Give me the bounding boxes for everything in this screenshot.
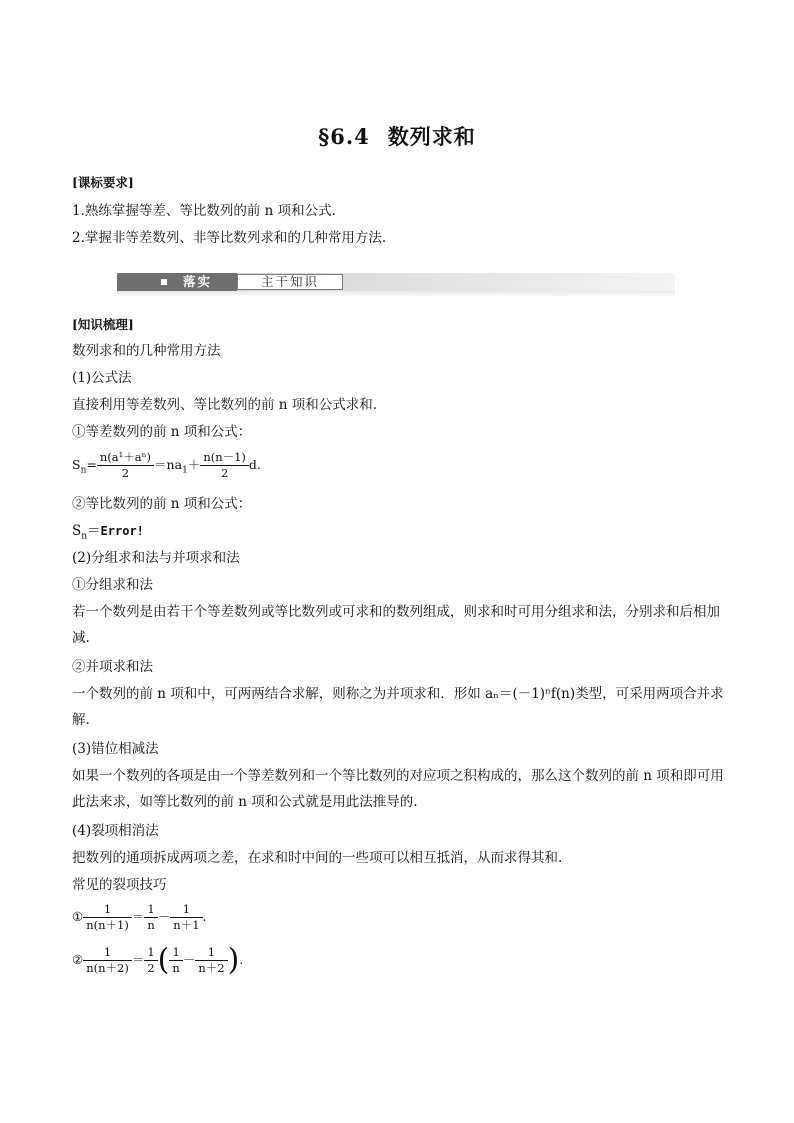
geometric-sum-formula: $S_n=Error$! [72,523,144,542]
banner-dark-block [117,273,237,291]
method-2-b-desc: 一个数列的前 n 项和中，可两两结合求解，则称之为并项求和．形如 aₙ＝(－1)ⁿf(n)类型，可采用两项合并求解. [72,686,724,728]
split-technique-1: ① $\frac{1}{n(n+1)}$ ＝ $\frac{1}{n}$ － $\frac{1}{n+1}$ . [72,902,207,932]
left-paren: ( [157,942,170,978]
knowledge-intro: 数列求和的几种常用方法 [72,343,221,359]
fraction: $\frac{1}{n(n+1)}$ [83,902,132,933]
fraction: $\frac{1}{2}$ [144,945,157,976]
banner-shadow [117,291,675,297]
fraction: $\frac{1}{n+1}$ [170,902,202,933]
section-name: 数列求和 [387,124,476,149]
split-technique-2: ② $\frac{1}{n(n+2)}$ ＝ $\frac{1}{2}$ ( $\frac{1}{n}$ － $\frac{1}{n+2}$ ). [72,942,244,978]
fraction: $\frac{\text{n(a¹＋aⁿ)}}{2}$ [97,450,154,481]
method-2-a-desc: 若一个数列是由若干个等差数列或等比数列或可求和的数列组成，则求和时可用分组求和法，分别求和后相加减. [72,604,720,646]
fraction: $\frac{1}{n+2}$ [195,945,227,976]
method-2-b: ②并项求和法 [72,659,153,675]
method-4-desc: 把数列的通项拆成两项之差，在求和时中间的一些项可以相互抵消，从而求得其和. [72,850,563,866]
method-2-title: (2)分组求和法与并项求和法 [72,550,240,566]
fraction: $\frac{1}{n}$ [169,945,182,976]
method-1-desc: 直接利用等差数列、等比数列的前 n 项和公式求和. [72,397,378,413]
method-4-title: (4)裂项相消法 [72,823,159,839]
requirements-tag: [课标要求] [72,175,134,190]
section-number: §6.4 [318,124,370,149]
banner-dark-label: 落实 [183,274,213,289]
method-3-desc: 如果一个数列的各项是由一个等差数列和一个等比数列的对应项之积构成的，那么这个数列的前 n 项和即可用此法来求，如等比数列的前 n 项和公式就是用此法推导的. [72,768,724,810]
method-4-common: 常见的裂项技巧 [72,877,167,893]
requirement-item-2: 2.掌握非等差数列、非等比数列求和的几种常用方法. [72,230,387,246]
requirement-item-1: 1.熟练掌握等差、等比数列的前 n 项和公式. [72,203,336,219]
method-3-title: (3)错位相减法 [72,741,159,757]
page-title [0,121,794,151]
arithmetic-sum-formula: $S_n=$ $\frac{\text{n(a¹＋aⁿ)}}{2}$ $=na_1+$ $\frac{n(n-1)}{2}$ d. [72,450,261,480]
fraction: $\frac{n(n-1)}{2}$ [200,450,249,481]
method-2-a: ①分组求和法 [72,577,153,593]
fraction: $\frac{1}{n}$ [144,902,157,933]
method-1-title: (1)公式法 [72,370,132,386]
method-1-a: ①等差数列的前 n 项和公式： [72,424,252,440]
method-1-b: ②等比数列的前 n 项和公式： [72,496,252,512]
fraction: $\frac{1}{n(n+2)}$ [83,945,132,976]
square-bullet-icon [161,279,167,285]
section-banner [117,273,675,291]
error-text: Error! [100,524,144,538]
knowledge-tag: [知识梳理] [72,317,134,332]
right-paren: ) [227,942,240,978]
banner-light-label: 主干知识 [237,274,343,290]
